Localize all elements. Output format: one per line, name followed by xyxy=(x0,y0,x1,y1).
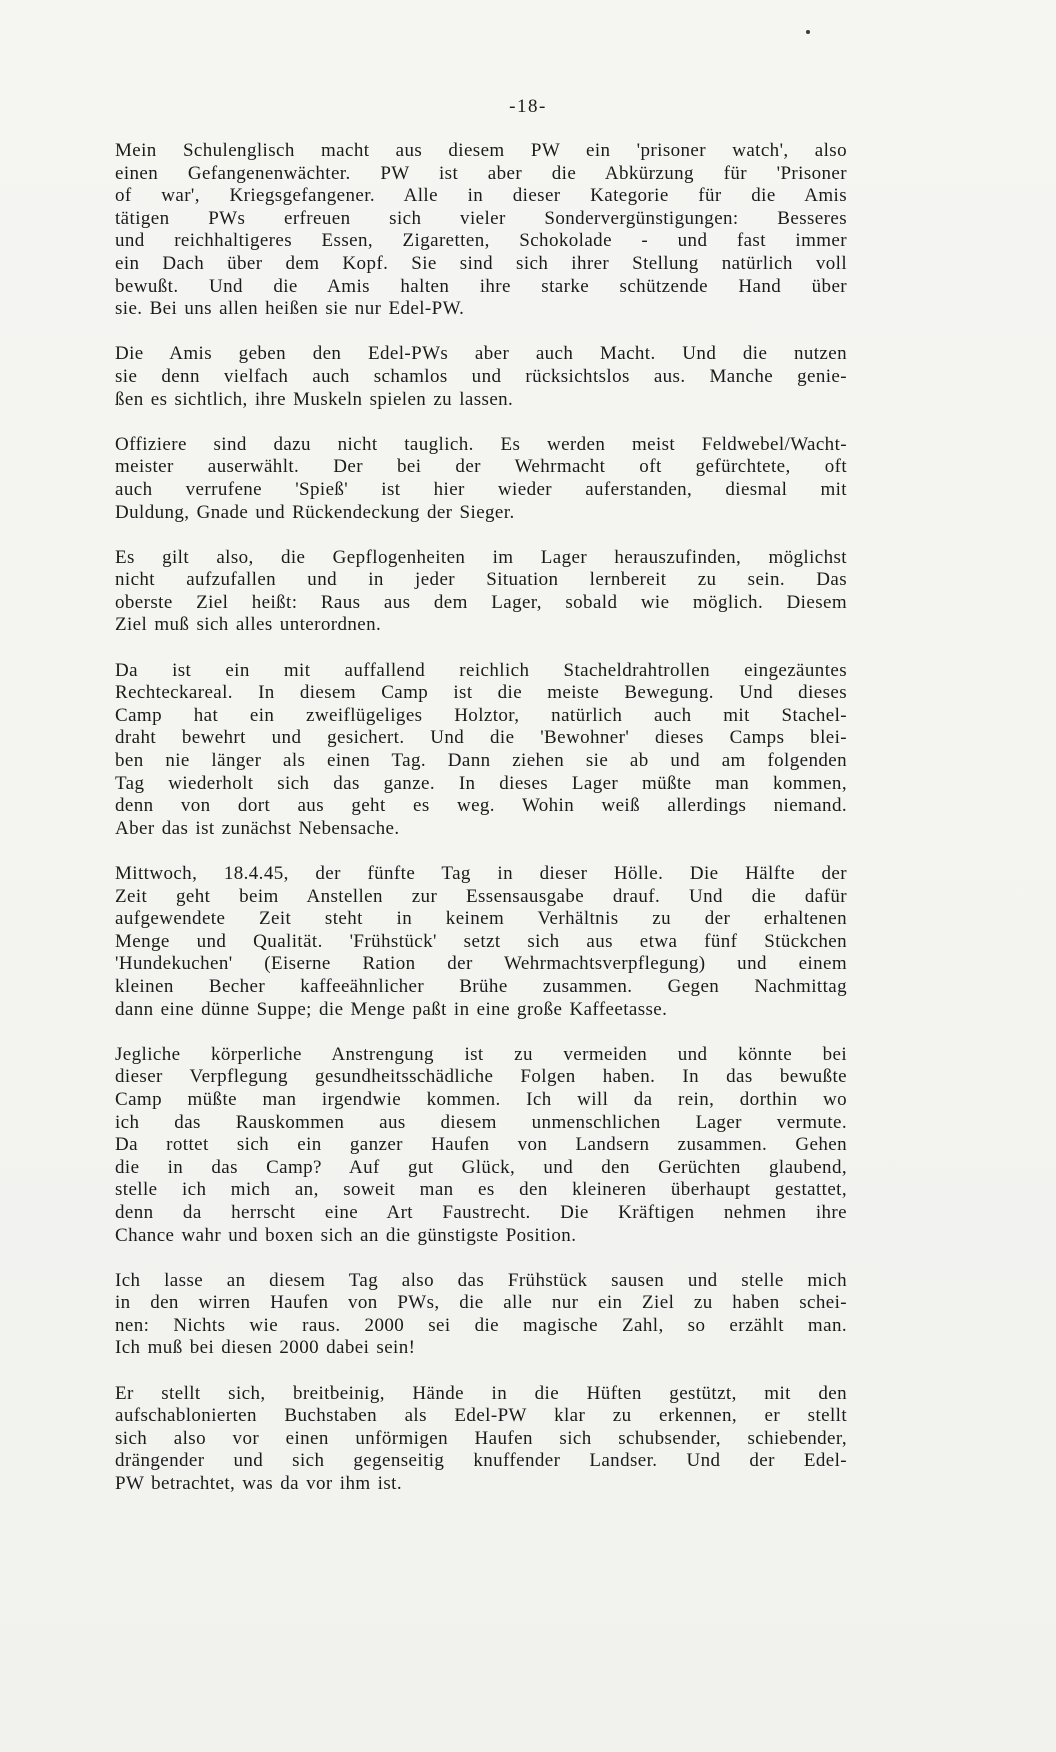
text-line: Rechteckareal. In diesem Camp ist die meiste Bewegung. Und dieses xyxy=(115,682,847,704)
text-line: ben nie länger als einen Tag. Dann ziehen sie ab und am folgenden xyxy=(115,750,847,772)
page-text xyxy=(115,140,847,1518)
paragraph xyxy=(115,1383,847,1496)
text-line: aufschablonierten Buchstaben als Edel-PW klar zu erkennen, er stellt xyxy=(115,1405,847,1427)
text-line: Da ist ein mit auffallend reichlich Stacheldrahtrollen eingezäuntes xyxy=(115,659,847,681)
text-line: dann eine dünne Suppe; die Menge paßt in eine große Kaffeetasse. xyxy=(115,998,668,1020)
text-line: Jegliche körperliche Anstrengung ist zu vermeiden und könnte bei xyxy=(115,1043,847,1065)
text-line: Menge und Qualität. 'Frühstück' setzt sich aus etwa fünf Stückchen xyxy=(115,930,847,952)
text-line: stelle ich mich an, soweit man es den kleineren überhaupt gestattet, xyxy=(115,1179,847,1201)
text-line: Da rottet sich ein ganzer Haufen von Landsern zusammen. Gehen xyxy=(115,1134,847,1156)
text-line: Ziel muß sich alles unterordnen. xyxy=(115,614,382,636)
text-line: of war', Kriegsgefangener. Alle in dieser Kategorie für die Amis xyxy=(115,185,847,207)
text-line: sie denn vielfach auch schamlos und rücksichtslos aus. Manche genie- xyxy=(115,365,847,387)
scan-artifact-dot xyxy=(806,30,810,34)
text-line: sich also vor einen unförmigen Haufen sich schubsender, schiebender, xyxy=(115,1427,847,1449)
text-line: Duldung, Gnade und Rückendeckung der Sieger. xyxy=(115,501,515,523)
text-line: dieser Verpflegung gesundheitsschädliche Folgen haben. In das bewußte xyxy=(115,1066,847,1088)
text-line: PW betrachtet, was da vor ihm ist. xyxy=(115,1473,402,1495)
text-line: Die Amis geben den Edel-PWs aber auch Macht. Und die nutzen xyxy=(115,343,847,365)
text-line: 'Hundekuchen' (Eiserne Ration der Wehrmachtsverpflegung) und einem xyxy=(115,953,847,975)
text-line: oberste Ziel heißt: Raus aus dem Lager, sobald wie möglich. Diesem xyxy=(115,591,847,613)
text-line: Es gilt also, die Gepflogenheiten im Lager herauszufinden, möglichst xyxy=(115,546,847,568)
text-line: kleinen Becher kaffeeähnlicher Brühe zusammen. Gegen Nachmittag xyxy=(115,975,847,997)
text-line: Chance wahr und boxen sich an die günstigste Position. xyxy=(115,1224,577,1246)
text-line: und reichhaltigeres Essen, Zigaretten, Schokolade - und fast immer xyxy=(115,230,847,252)
text-line: Aber das ist zunächst Nebensache. xyxy=(115,817,400,839)
paragraph xyxy=(115,1270,847,1360)
text-line: Zeit geht beim Anstellen zur Essensausgabe drauf. Und die dafür xyxy=(115,885,847,907)
text-line: tätigen PWs erfreuen sich vieler Sondervergünstigungen: Besseres xyxy=(115,207,847,229)
paragraph xyxy=(115,547,847,637)
paragraph xyxy=(115,863,847,1021)
text-line: Tag wiederholt sich das ganze. In dieses Lager müßte man kommen, xyxy=(115,772,847,794)
text-line: Camp müßte man irgendwie kommen. Ich will da rein, dorthin wo xyxy=(115,1088,847,1110)
text-line: Offiziere sind dazu nicht tauglich. Es werden meist Feldwebel/Wacht- xyxy=(115,433,847,455)
text-line: meister auserwählt. Der bei der Wehrmacht oft gefürchtete, oft xyxy=(115,456,847,478)
text-line: Mittwoch, 18.4.45, der fünfte Tag in dieser Hölle. Die Hälfte der xyxy=(115,863,847,884)
text-line: nicht aufzufallen und in jeder Situation lernbereit zu sein. Das xyxy=(115,569,847,591)
text-line: sie. Bei uns allen heißen sie nur Edel-PW. xyxy=(115,298,465,320)
text-line: Camp hat ein zweiflügeliges Holztor, natürlich auch mit Stachel- xyxy=(115,704,847,726)
text-line: draht bewehrt und gesichert. Und die 'Bewohner' dieses Camps blei- xyxy=(115,727,847,749)
text-line: auch verrufene 'Spieß' ist hier wieder auferstanden, diesmal mit xyxy=(115,478,847,500)
paragraph xyxy=(115,1044,847,1247)
text-line: Ich muß bei diesen 2000 dabei sein! xyxy=(115,1337,416,1359)
text-line: Er stellt sich, breitbeinig, Hände in die Hüften gestützt, mit den xyxy=(115,1382,847,1404)
page-number: -18- xyxy=(509,96,547,117)
text-line: denn von dort aus geht es weg. Wohin weiß allerdings niemand. xyxy=(115,795,847,817)
text-line: ich das Rauskommen aus diesem unmenschlichen Lager vermute. xyxy=(115,1111,847,1133)
text-line: denn da herrscht eine Art Faustrecht. Die Kräftigen nehmen ihre xyxy=(115,1201,847,1223)
text-line: nen: Nichts wie raus. 2000 sei die magische Zahl, so erzählt man. xyxy=(115,1314,847,1336)
text-line: Mein Schulenglisch macht aus diesem PW ein 'prisoner watch', also xyxy=(115,140,847,161)
paragraph xyxy=(115,660,847,841)
text-line: drängender und sich gegenseitig knuffender Landser. Und der Edel- xyxy=(115,1450,847,1472)
paragraph xyxy=(115,140,847,321)
text-line: bewußt. Und die Amis halten ihre starke schützende Hand über xyxy=(115,275,847,297)
text-line: ßen es sichtlich, ihre Muskeln spielen zu lassen. xyxy=(115,388,514,410)
paragraph xyxy=(115,434,847,524)
text-line: aufgewendete Zeit steht in keinem Verhältnis zu der erhaltenen xyxy=(115,908,847,930)
text-line: in den wirren Haufen von PWs, die alle nur ein Ziel zu haben schei- xyxy=(115,1292,847,1314)
text-line: die in das Camp? Auf gut Glück, und den Gerüchten glaubend, xyxy=(115,1156,847,1178)
paragraph xyxy=(115,343,847,411)
text-line: einen Gefangenenwächter. PW ist aber die Abkürzung für 'Prisoner xyxy=(115,162,847,184)
text-line: ein Dach über dem Kopf. Sie sind sich ihrer Stellung natürlich voll xyxy=(115,252,847,274)
text-line: Ich lasse an diesem Tag also das Frühstück sausen und stelle mich xyxy=(115,1269,847,1291)
